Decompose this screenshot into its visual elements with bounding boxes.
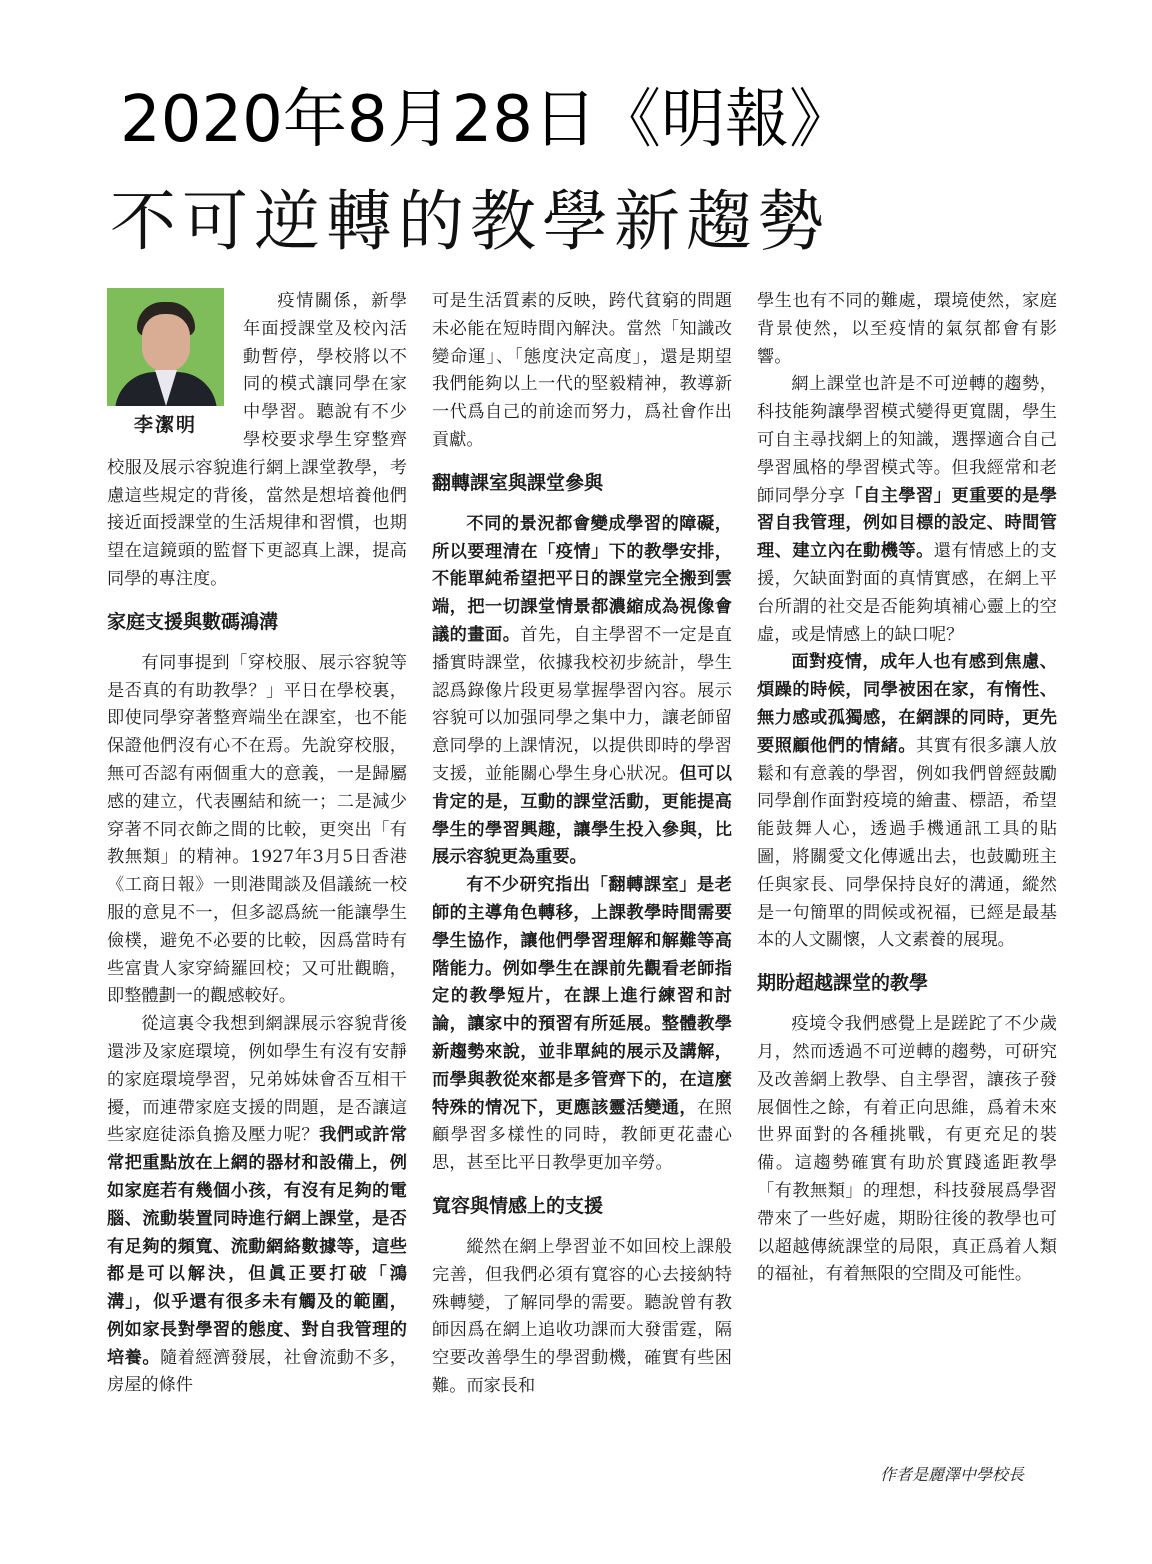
bold-text-run: 不同的景況都會變成學習的障礙，所以要理清在「疫情」下的教學安排，不能單純希望把平日的課堂完全搬到雲端，把一切課堂情景都濃縮成為視像會議的畫面。 xyxy=(432,513,732,645)
bold-text-run: 面對疫情，成年人也有感到焦慮、煩躁的時候，同學被困在家，有惰性、無力感或孤獨感，在網課的同時，更先要照顧他們的情緒。 xyxy=(757,652,1057,756)
paragraph: 學生也有不同的難處，環境使然，家庭背景使然，以至疫情的氣氛都會有影響。 xyxy=(757,291,1057,367)
author-photo-block xyxy=(107,288,235,438)
section-heading: 寬容與情感上的支援 xyxy=(432,1194,604,1217)
paragraph xyxy=(757,649,1057,955)
paragraph: 縱然在網上學習並不如回校上課般完善，但我們必須有寬容的心去接納特殊轉變，了解同學的需要。聽說曾有教師因爲在網上追收功課而大發雷霆，隔空要改善學生的學習動機，確實有些困難。而家長和 xyxy=(432,1236,732,1396)
paragraph xyxy=(757,371,1057,649)
dateline-heading: 2020年8月28日《明報》 xyxy=(120,83,854,157)
bold-text-run: 「自主學習」更重要的是學習自我管理，例如目標的設定、時間管理、建立內在動機等。 xyxy=(757,485,1057,562)
column-2 xyxy=(432,288,732,1401)
paragraph: 疫境令我們感覺上是蹉跎了不少歲月，然而透過不可逆轉的趨勢，可研究及改善網上教學、自主學習，讓孩子發展個性之餘，有着正向思維，爲着未來世界面對的各種挑戰，有更充足的裝備。這趨勢確實有助於實踐遙距教學「有教無類」的理想，科技發展爲學習帶來了一些好處，期盼往後的教學也可以超越傳統課堂的局限，真正爲着人類的福祉，有着無限的空間及可能性。 xyxy=(757,1014,1057,1285)
text-run: 還有情感上的支援，欠缺面對面的真情實感，在網上平台所謂的社交是否能夠填補心靈上的空虛，或是情感上的缺口呢？ xyxy=(757,541,1057,645)
column-1 xyxy=(107,288,407,1400)
section-heading: 翻轉課室與課堂參與 xyxy=(432,471,604,494)
paragraph xyxy=(107,1011,407,1400)
paragraph: 可是生活質素的反映，跨代貧窮的問題未必能在短時間內解決。當然「知識改變命運」、「態度決定高度」，還是期望我們能夠以上一代的堅毅精神，教導新一代爲自己的前途而努力，爲社會作出貢獻。 xyxy=(432,291,732,450)
text-run: 網上課堂也許是不可逆轉的趨勢，科技能夠讓學習模式變得更寬闊，學生可自主尋找網上的知識，選擇適合自己學習風格的學習模式等。但我經常和老師同學分享 xyxy=(757,374,1057,506)
bold-text-run: 但可以肯定的是，互動的課堂活動，更能提高學生的學習興趣，讓學生投入參與，比展示容貌更為重要。 xyxy=(432,763,732,868)
author-name: 李潔明 xyxy=(133,414,197,436)
paragraph xyxy=(432,872,732,1178)
author-photo xyxy=(107,288,224,406)
text-run: 首先，自主學習不一定是直播實時課堂，依據我校初步統計，學生認爲錄像片段更易掌握學習內容。展示容貌可以加强同學之集中力，讓老師留意同學的上課情況，以提供即時的學習支援，並能關心學生身心狀况。 xyxy=(432,624,732,784)
column-3 xyxy=(757,288,1057,1289)
paragraph: 疫情關係，新學年面授課堂及校內活動暫停，學校將以不同的模式讓同學在家中學習。聽說有不少學校要求學生穿整齊校服及展示容貌進行網上課堂教學，考慮這些規定的背後，當然是想培養他們接近面授課堂的生活規律和習慣，也期望在這鏡頭的監督下更認真上課，提高同學的專注度。 xyxy=(107,291,407,589)
author-note: 作者是麗澤中學校長 xyxy=(880,1465,1025,1484)
bold-text-run: 有不少研究指出「翻轉課室」是老師的主導角色轉移，上課教學時間需要學生協作，讓他們學習理解和解難等高階能力。例如學生在課前先觀看老師指定的教學短片，在課上進行練習和討論，讓家中的預習有所延展。整體教學新趨勢來說，並非單純的展示及講解，而學與教從來都是多管齊下的，在這麼特殊的情况下，更應該靈活變通， xyxy=(432,875,732,1118)
paragraph: 有同事提到「穿校服、展示容貌等是否真的有助教學？」平日在學校裏，即使同學穿著整齊端坐在課室，也不能保證他們沒有心不在焉。先說穿校服，無可否認有兩個重大的意義，一是歸屬感的建立，代表團結和統一；二是減少穿著不同衣飾之間的比較，更突出「有教無類」的精神。1927年3月5日香港《工商日報》一則港聞談及倡議統一校服的意見不一，但多認爲統一能讓學生儉樸，避免不必要的比較，因爲當時有些富貴人家穿綺羅回校；又可壯觀瞻，即整體劃一的觀感較好。 xyxy=(107,652,407,1007)
bold-text-run: 我們或許常常把重點放在上網的器材和設備上，例如家庭若有幾個小孩，有沒有足夠的電腦、流動裝置同時進行網上課堂，是否有足夠的頻寬、流動網絡數據等，這些都是可以解決，但眞正要打破「鴻溝」，似乎還有很多未有觸及的範圍，例如家長對學習的態度、對自我管理的培養。 xyxy=(107,1125,407,1368)
paragraph xyxy=(432,511,732,872)
article-title: 不可逆轉的教學新趨勢 xyxy=(110,183,830,260)
section-heading: 期盼超越課堂的教學 xyxy=(757,972,929,995)
section-heading: 家庭支援與數碼鴻溝 xyxy=(107,610,279,633)
text-run: 其實有很多讓人放鬆和有意義的學習，例如我們曾經鼓勵同學創作面對疫境的繪畫、標語，希望能鼓舞人心，透過手機通訊工具的貼圖，將關愛文化傳遞出去，也鼓勵班主任與家長、同學保持良好的溝通，縱然是一句簡單的問候或祝福，已經是最基本的人文關懷，人文素養的展現。 xyxy=(757,735,1057,951)
text-run: 隨着經濟發展，社會流動不多，房屋的條件 xyxy=(107,1347,407,1396)
text-run: 從這裏令我想到網課展示容貌背後還涉及家庭環境，例如學生有沒有安靜的家庭環境學習，兄弟姊妹會否互相干擾，而連帶家庭支援的問題，是否讓這些家庭徒添負擔及壓力呢？ xyxy=(107,1014,407,1146)
text-run: 在照顧學習多樣性的同時，教師更花盡心思，甚至比平日教學更加辛勞。 xyxy=(432,1097,732,1174)
